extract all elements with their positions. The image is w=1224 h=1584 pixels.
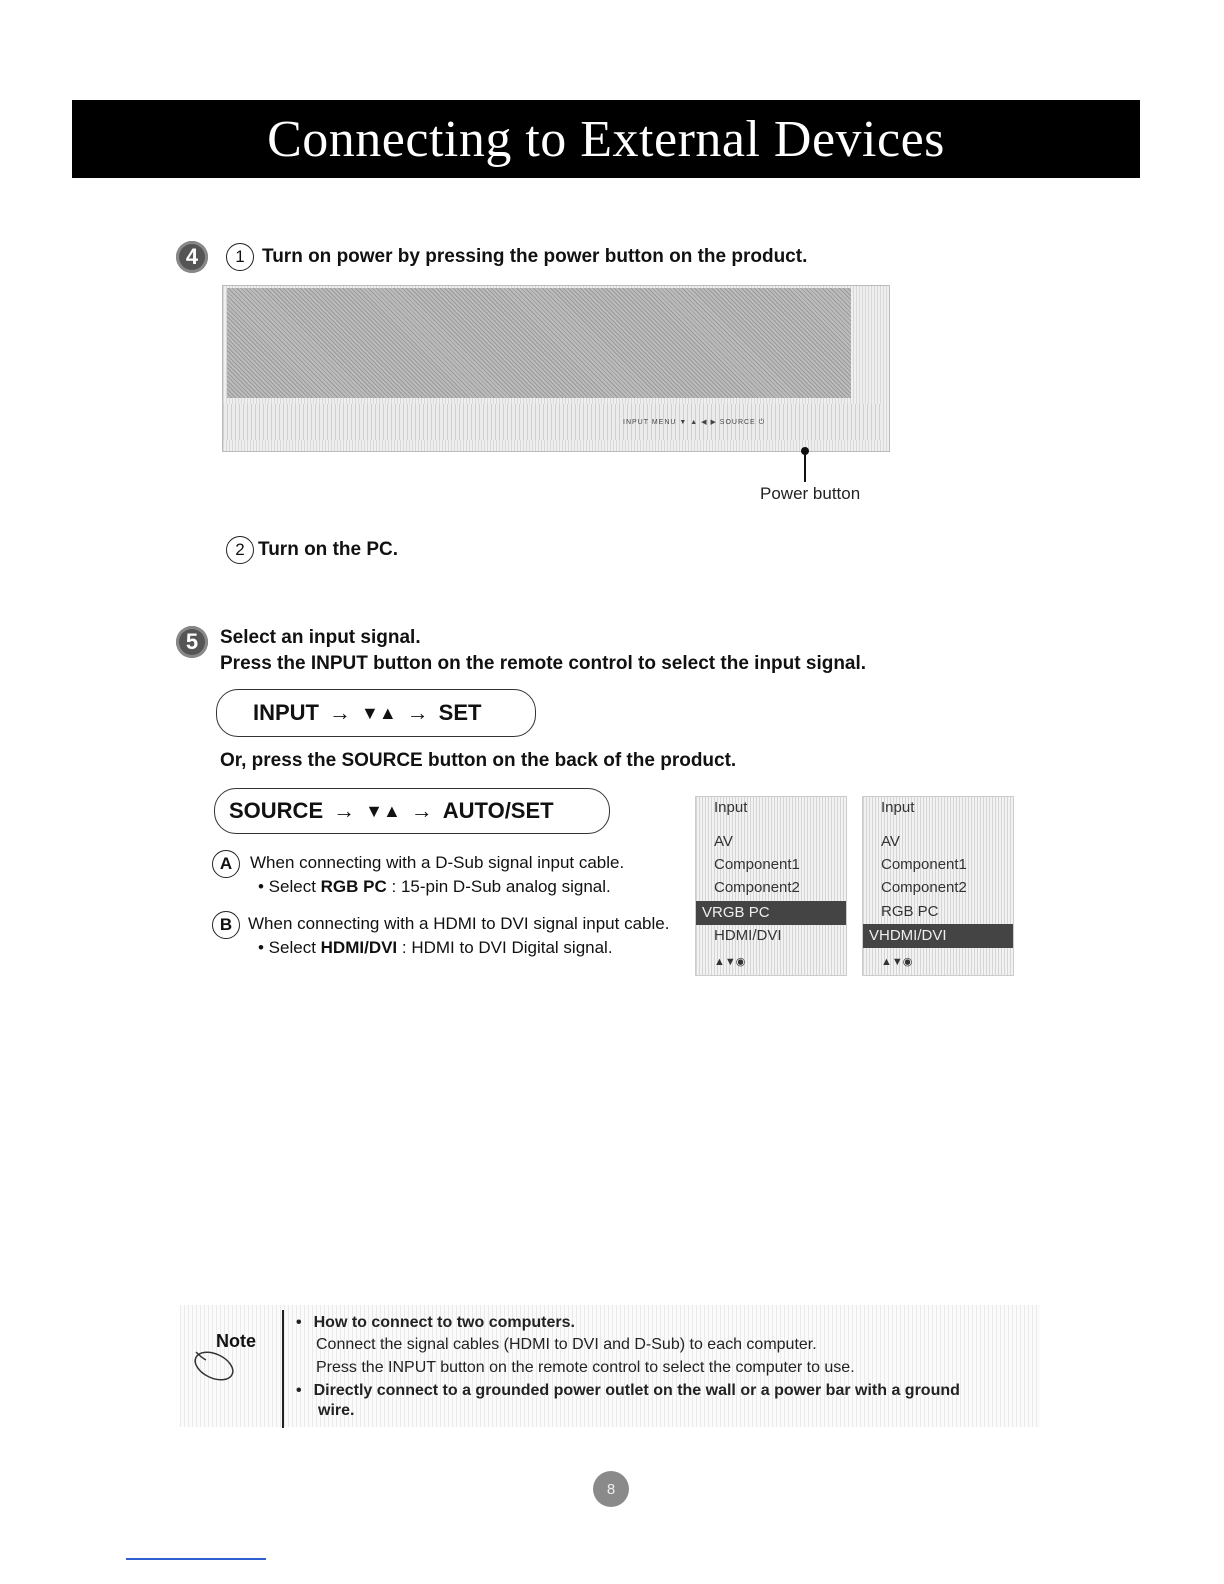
sub-step-2-text: Turn on the PC. (258, 539, 399, 560)
option-a-select-prefix: • Select (258, 877, 321, 896)
option-b-marker: B (212, 911, 240, 939)
note-b2-line1: Directly connect to a grounded power outlet on the wall or a power bar with a ground (313, 1382, 960, 1399)
input-menu-rgb (695, 796, 847, 976)
menu-title: Input (714, 799, 748, 816)
option-a-select (258, 877, 611, 897)
option-b-select-prefix: • Select (258, 938, 321, 957)
option-b-text: When connecting with a HDMI to DVI signal input cable. (248, 914, 670, 933)
menu-nav-icons: ▲▼◉ (881, 956, 913, 968)
menu-item[interactable]: AV (881, 833, 900, 850)
menu-item[interactable]: Component1 (881, 856, 967, 873)
or-source-line: Or, press the SOURCE button on the back of the product. (220, 750, 737, 771)
menu-item-selected[interactable]: VRGB PC (696, 901, 846, 925)
note-b1-line2: Press the INPUT button on the remote control to select the computer to use. (316, 1359, 855, 1376)
menu-nav-icons: ▲▼◉ (714, 956, 746, 968)
note-b2-line2: wire. (318, 1402, 355, 1419)
menu-item-selected[interactable]: VHDMI/DVI (863, 924, 1013, 948)
page-number: 8 (593, 1471, 629, 1507)
seq-input-key: INPUT (253, 700, 319, 725)
option-a-select-value: RGB PC (320, 877, 387, 896)
monitor-screen (227, 288, 851, 398)
note-b1-title: How to connect to two computers. (313, 1314, 575, 1331)
menu-item[interactable]: RGB PC (881, 903, 939, 920)
menu-item[interactable]: HDMI/DVI (714, 927, 782, 944)
seq-updown-keys: ▼▲ (361, 702, 397, 723)
source-sequence (214, 788, 610, 834)
seq2-updown-keys: ▼▲ (365, 800, 401, 821)
monitor-control-labels: INPUT MENU ▼ ▲ ◀ ▶ SOURCE ⏻ (623, 419, 766, 426)
sub-step-2-number: 2 (226, 536, 254, 564)
note-divider (282, 1310, 284, 1428)
input-sequence (216, 689, 536, 737)
menu-item[interactable]: Component2 (714, 879, 800, 896)
title-banner (72, 100, 1140, 178)
note-bullet-1: • How to connect to two computers. (296, 1314, 575, 1331)
step-4-icon: 4 (176, 241, 208, 273)
monitor-control-panel (223, 404, 883, 440)
seq2-arrow-1: → (333, 798, 356, 823)
menu-title: Input (881, 799, 915, 816)
note-b1-line1: Connect the signal cables (HDMI to DVI and D-Sub) to each computer. (316, 1336, 817, 1353)
mouse-icon (186, 1338, 242, 1386)
seq-source-key: SOURCE (229, 798, 324, 823)
option-b-select-desc: : HDMI to DVI Digital signal. (397, 938, 613, 957)
power-button-label: Power button (760, 484, 861, 503)
menu-item-selected-label: RGB PC (712, 904, 770, 921)
option-b-select-value: HDMI/DVI (320, 938, 398, 957)
option-a-text: When connecting with a D-Sub signal input cable. (250, 853, 625, 872)
step-4-line (226, 243, 807, 271)
sub-step-2 (226, 536, 398, 564)
step-5-line2: Press the INPUT button on the remote control to select the input signal. (220, 653, 867, 674)
option-b-select (258, 938, 613, 958)
seq2-arrow-2: → (410, 798, 433, 823)
seq-arrow-1: → (329, 700, 351, 725)
monitor-illustration (222, 285, 890, 452)
seq-set-key: SET (438, 700, 482, 725)
note-bullet-2: • Directly connect to a grounded power outlet on the wall or a power bar with a ground (296, 1382, 960, 1399)
seq2-autoset-key: AUTO/SET (442, 798, 554, 823)
option-a-marker: A (212, 850, 240, 878)
menu-item[interactable]: Component2 (881, 879, 967, 896)
step-5-icon: 5 (176, 626, 208, 658)
menu-item-selected-label: HDMI/DVI (879, 927, 947, 944)
seq-arrow-2: → (406, 700, 429, 725)
input-menu-hdmi (862, 796, 1014, 976)
page-title: Connecting to External Devices (267, 110, 945, 168)
menu-item[interactable]: AV (714, 833, 733, 850)
menu-item[interactable]: Component1 (714, 856, 800, 873)
option-a-select-desc: : 15-pin D-Sub analog signal. (386, 877, 611, 896)
power-button-leader (804, 452, 806, 482)
step-5-line1: Select an input signal. (220, 627, 421, 648)
footer-rule (126, 1558, 266, 1560)
note-label: Note (216, 1331, 256, 1351)
sub-step-1-number: 1 (226, 243, 254, 271)
step-4-instruction: Turn on power by pressing the power button on the product. (262, 246, 808, 267)
